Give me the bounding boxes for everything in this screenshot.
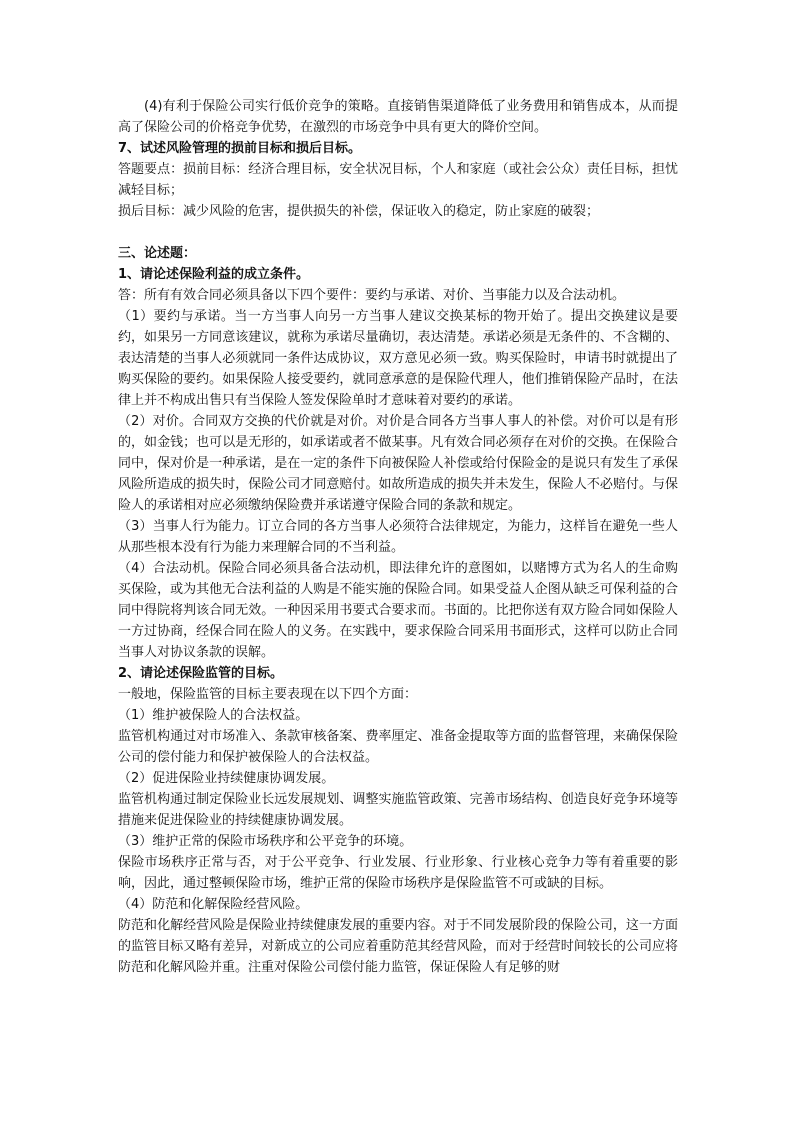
essay-question-2-heading: 2、请论述保险监管的目标。 — [118, 666, 284, 681]
legal-purpose-paragraph: （4）合法动机。保险合同必须具备合法动机，即法律允许的意图如，以赌博方式为名人的生命购买保险，或为其他无合法利益的人购是不能实施的保险合同。如果受益人企图从缺乏可保利益的合同中得院将判该合同无效。一种因采用书要式合要求而。书面的。比把你送有双方险合同如保险人一方过协商，经保合同在险人的义务。在实践中，要求保险合同采用书面形式，这样可以防止合同当事人对协议条款的误解。 — [118, 561, 678, 660]
goal-1-text: 监管机构通过对市场准入、条款审核备案、费率厘定、准备金提取等方面的监督管理，来确保保险公司的偿付能力和保护被保险人的合法权益。 — [118, 729, 678, 765]
question-7-heading: 7、试述风险管理的损前目标和损后目标。 — [118, 141, 362, 156]
goal-2-heading: （2）促进保险业持续健康协调发展。 — [118, 771, 335, 786]
answer-pre-loss-goals: 答题要点：损前目标：经济合理目标，安全状况目标，个人和家庭（或社会公众）责任目标，担忧减轻目标； — [118, 162, 678, 198]
capacity-paragraph: （3）当事人行为能力。订立合同的各方当事人必须符合法律规定，为能力，这样旨在避免一些人从那些根本没有行为能力来理解合同的不当利益。 — [118, 519, 678, 555]
goal-2-text: 监管机构通过制定保险业长远发展规划、调整实施监管政策、完善市场结构、创造良好竞争环境等措施来促进保险业的持续健康协调发展。 — [118, 792, 678, 828]
goal-1-heading: （1）维护被保险人的合法权益。 — [118, 708, 309, 723]
essay-question-1-heading: 1、请论述保险利益的成立条件。 — [118, 267, 310, 282]
section-3-heading: 三、论述题： — [118, 246, 197, 261]
offer-acceptance-paragraph: （1）要约与承诺。当一方当事人向另一方当事人建议交换某标的物开始了。提出交换建议是要约，如果另一方同意该建议，就称为承诺尽量确切，表达清楚。承诺必须是无条件的、不含糊的、表达清楚的当事人必须就同一条件达成协议，双方意见必须一致。购买保险时，申请书时就提出了购买保险的要约。如果保险人接受要约，就同意承意的是保险代理人，他们推销保险产品时，在法律上并不构成出售只有当保险人签发保险单时才意味着对要约的承诺。 — [118, 309, 678, 408]
spacer — [118, 222, 678, 243]
essay-answer-intro: 答：所有有效合同必须具备以下四个要件：要约与承诺、对价、当事能力以及合法动机。 — [118, 288, 626, 303]
goal-3-text: 保险市场秩序正常与否，对于公平竞争、行业发展、行业形象、行业核心竞争力等有着重要的影响，因此，通过整顿保险市场，维护正常的保险市场秩序是保险监管不可或缺的目标。 — [118, 855, 678, 891]
goal-4-text: 防范和化解经营风险是保险业持续健康发展的重要内容。对于不同发展阶段的保险公司，这一方面的监管目标又略有差异，对新成立的公司应着重防范其经营风险，而对于经营时间较长的公司应将防范和化解风险并重。注重对保险公司偿付能力监管，保证保险人有足够的财 — [118, 918, 678, 975]
consideration-paragraph: （2）对价。合同双方交换的代价就是对价。对价是合同各方当事人事人的补偿。对价可以是有形的，如金钱；也可以是无形的，如承诺或者不做某事。凡有效合同必须存在对价的交换。在保险合同中，保对价是一种承诺，是在一定的条件下向被保险人补偿或给付保险金的是说只有发生了承保风险所造成的损失时，保险公司才同意赔付。如故所造成的损失并未发生，保险人不必赔付。与保险人的承诺相对应必须缴纳保险费并承诺遵守保险合同的条款和规定。 — [118, 414, 678, 513]
answer-post-loss-goals: 损后目标：减少风险的危害，提供损失的补偿，保证收入的稳定，防止家庭的破裂； — [118, 204, 600, 219]
supervision-intro: 一般地，保险监管的目标主要表现在以下四个方面： — [118, 687, 418, 702]
paragraph-price-competition: (4)有利于保险公司实行低价竞争的策略。直接销售渠道降低了业务费用和销售成本，从而提高了保险公司的价格竞争优势，在激烈的市场竞争中具有更大的降价空间。 — [118, 99, 678, 135]
document-page — [118, 96, 678, 978]
goal-3-heading: （3）维护正常的保险市场秩序和公平竞争的环境。 — [118, 834, 413, 849]
goal-4-heading: （4）防范和化解保险经营风险。 — [118, 897, 309, 912]
